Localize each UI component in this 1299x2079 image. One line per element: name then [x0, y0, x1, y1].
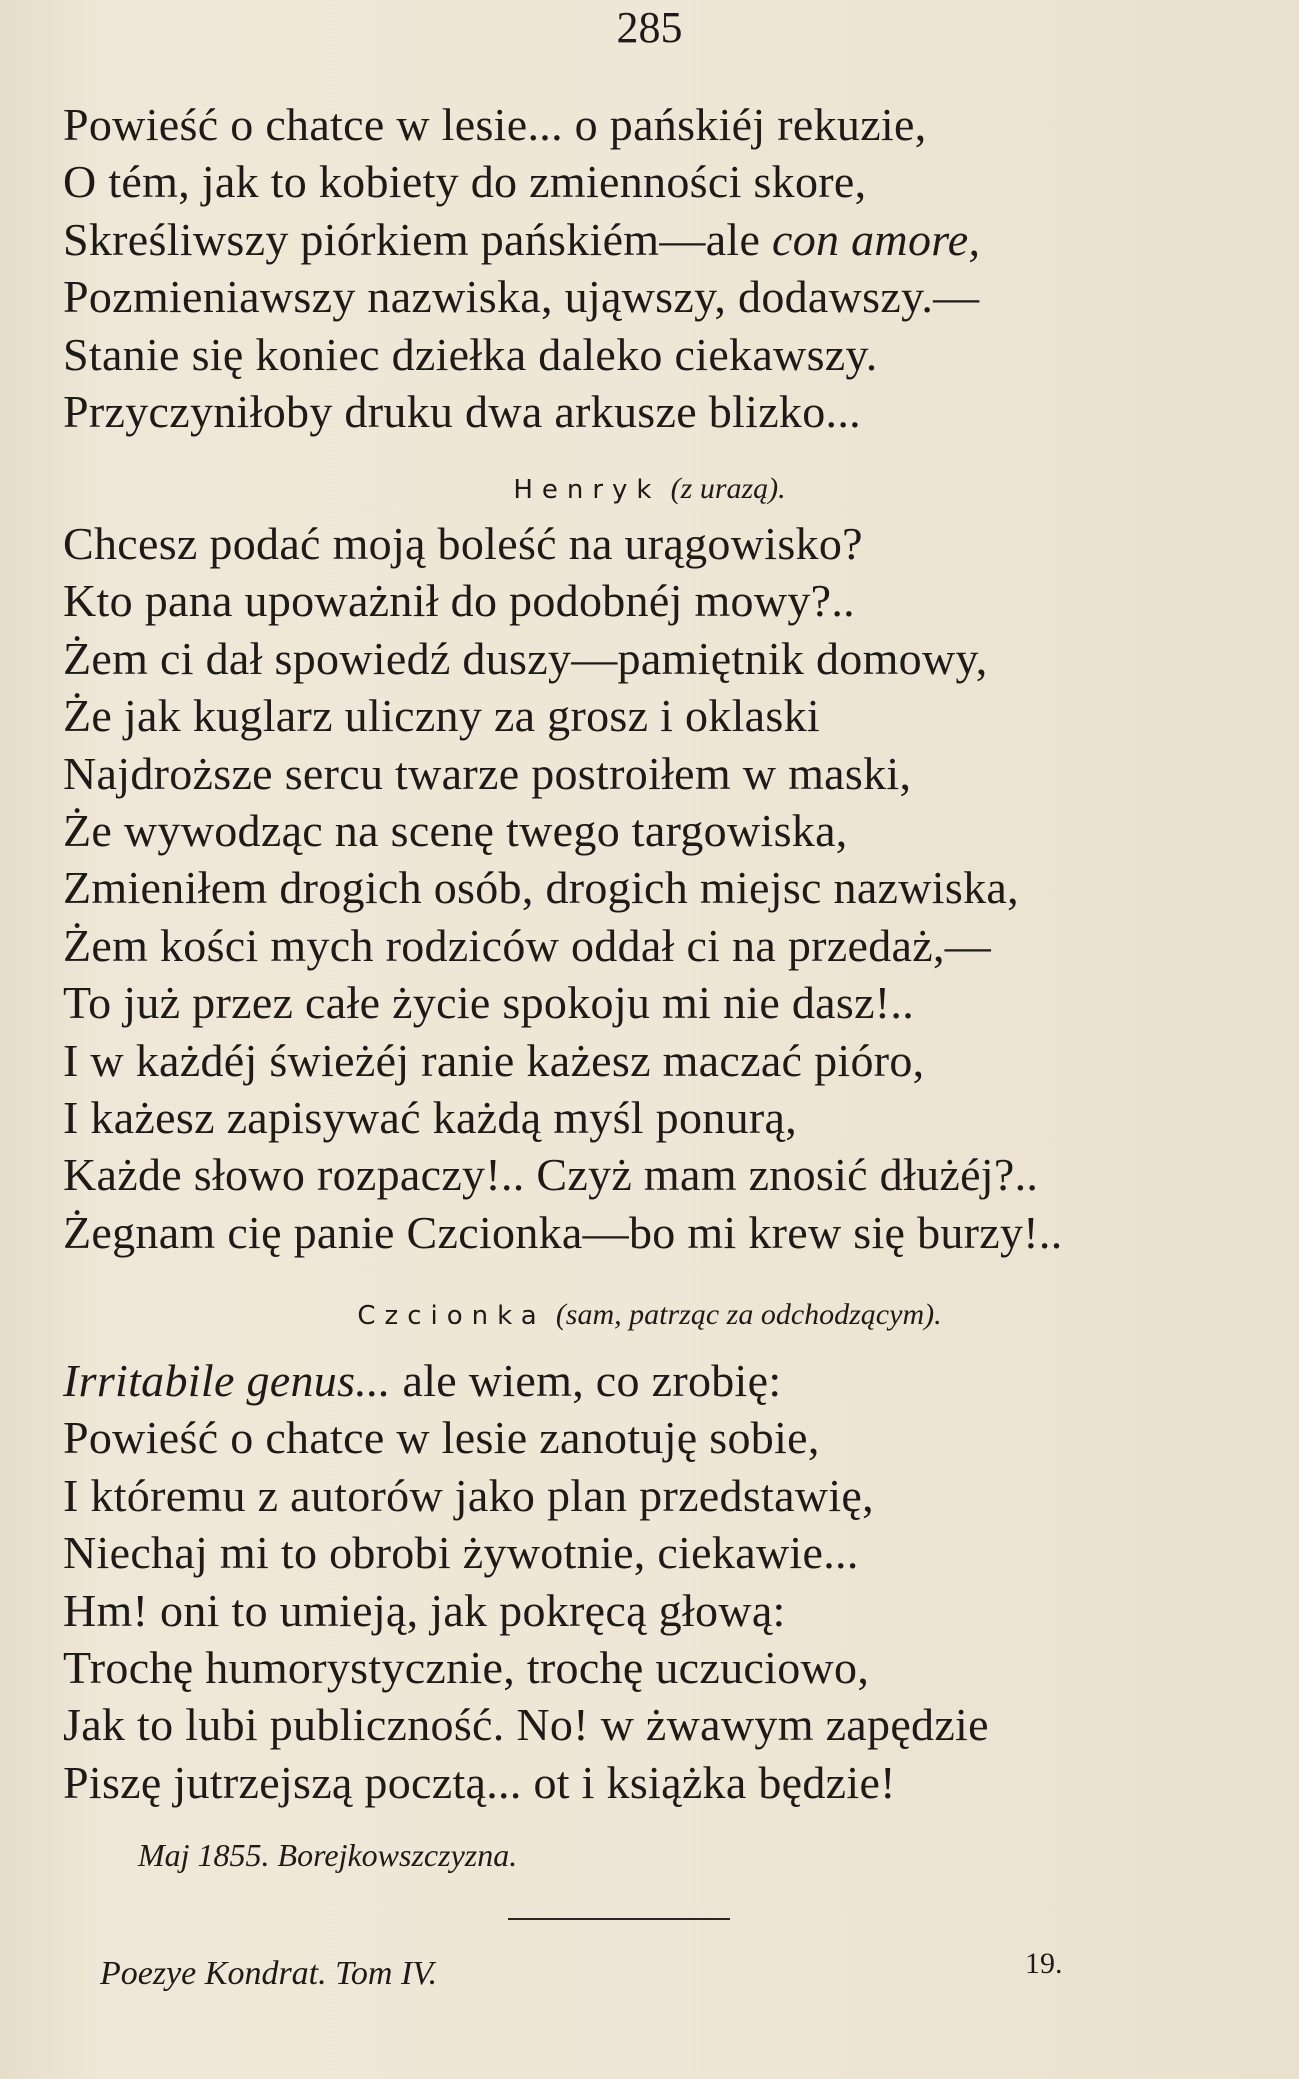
verse-line: Powieść o chatce w lesie zanotuję sobie,: [63, 1412, 820, 1464]
verse-line: Trochę humorystycznie, trochę uczuciowo,: [63, 1642, 870, 1694]
stage-direction: (sam, patrząc za odchodzącym).: [555, 1298, 942, 1331]
verse-line: Że wywodząc na scenę twego targowiska,: [63, 805, 848, 857]
verse-line: Przyczyniłoby druku dwa arkusze blizko...: [63, 386, 861, 438]
verse-line: Pozmieniawszy nazwiska, ująwszy, dodawszy.—: [63, 271, 980, 323]
verse-line: Hm! oni to umieją, jak pokręcą głową:: [63, 1584, 786, 1636]
verse-line: Każde słowo rozpaczy!.. Czyż mam znosić dłużéj?..: [63, 1149, 1039, 1201]
verse-line: Powieść o chatce w lesie... o pańskiéj rekuzie,: [63, 99, 927, 150]
footer-signature-number: 19.: [1025, 1947, 1063, 1980]
verse-block-2: [63, 515, 1243, 1261]
verse-line: Żegnam cię panie Czcionka—bo mi krew się burzy!..: [63, 1206, 1063, 1258]
verse-line: I w każdéj świeżéj ranie każesz maczać pióro,: [63, 1034, 925, 1086]
speaker-heading-henryk: [0, 467, 1299, 510]
verse-block-3: [63, 1352, 1243, 1811]
speaker-name: Czcionka: [357, 1301, 546, 1331]
page-number: 285: [616, 3, 683, 52]
verse-line: Stanie się koniec dziełka daleko ciekawszy.: [63, 328, 878, 380]
verse-line: Żem ci dał spowiedź duszy—pamiętnik domowy,: [63, 632, 988, 684]
verse-line: [63, 1352, 1243, 1409]
verse-line: Jak to lubi publiczność. No! w żwawym zapędzie: [63, 1699, 989, 1751]
verse-line: I któremu z autorów jako plan przedstawię,: [63, 1469, 874, 1521]
italic-phrase: Irritabile genus...: [63, 1355, 391, 1406]
separator-rule: [508, 1918, 730, 1920]
verse-line: Że jak kuglarz uliczny za grosz i oklaski: [63, 690, 820, 742]
speaker-heading-czcionka: [0, 1293, 1299, 1336]
verse-line: To już przez całe życie spokoju mi nie dasz!..: [63, 977, 915, 1029]
verse-block-1: [63, 96, 1243, 440]
verse-line: O tém, jak to kobiety do zmienności skore,: [63, 156, 867, 208]
verse-line-text: ale wiem, co zrobię:: [390, 1355, 782, 1406]
italic-phrase: con amore,: [772, 213, 981, 265]
verse-line: [63, 211, 1243, 268]
verse-line-text: Skreśliwszy piórkiem pańskiém—ale: [63, 213, 773, 265]
speaker-name: Henryk: [513, 475, 661, 505]
dateline: Maj 1855. Borejkowszczyzna.: [138, 1837, 518, 1873]
stage-direction: (z urazą).: [670, 472, 786, 505]
verse-line: Kto pana upoważnił do podobnéj mowy?..: [63, 575, 855, 627]
verse-line: Chcesz podać moją boleść na urągowisko?: [63, 518, 863, 569]
verse-line: Najdroższe sercu twarze postroiłem w maski,: [63, 747, 912, 799]
verse-line: Zmieniłem drogich osób, drogich miejsc nazwiska,: [63, 862, 1019, 914]
verse-line: I każesz zapisywać każdą myśl ponurą,: [63, 1092, 798, 1144]
footer-signature-title: Poezye Kondrat. Tom IV.: [100, 1955, 438, 1992]
verse-line: Piszę jutrzejszą pocztą... ot i książka będzie!: [63, 1756, 896, 1808]
verse-line: Żem kości mych rodziców oddał ci na przedaż,—: [63, 919, 992, 971]
verse-line: Niechaj mi to obrobi żywotnie, ciekawie...: [63, 1527, 859, 1579]
